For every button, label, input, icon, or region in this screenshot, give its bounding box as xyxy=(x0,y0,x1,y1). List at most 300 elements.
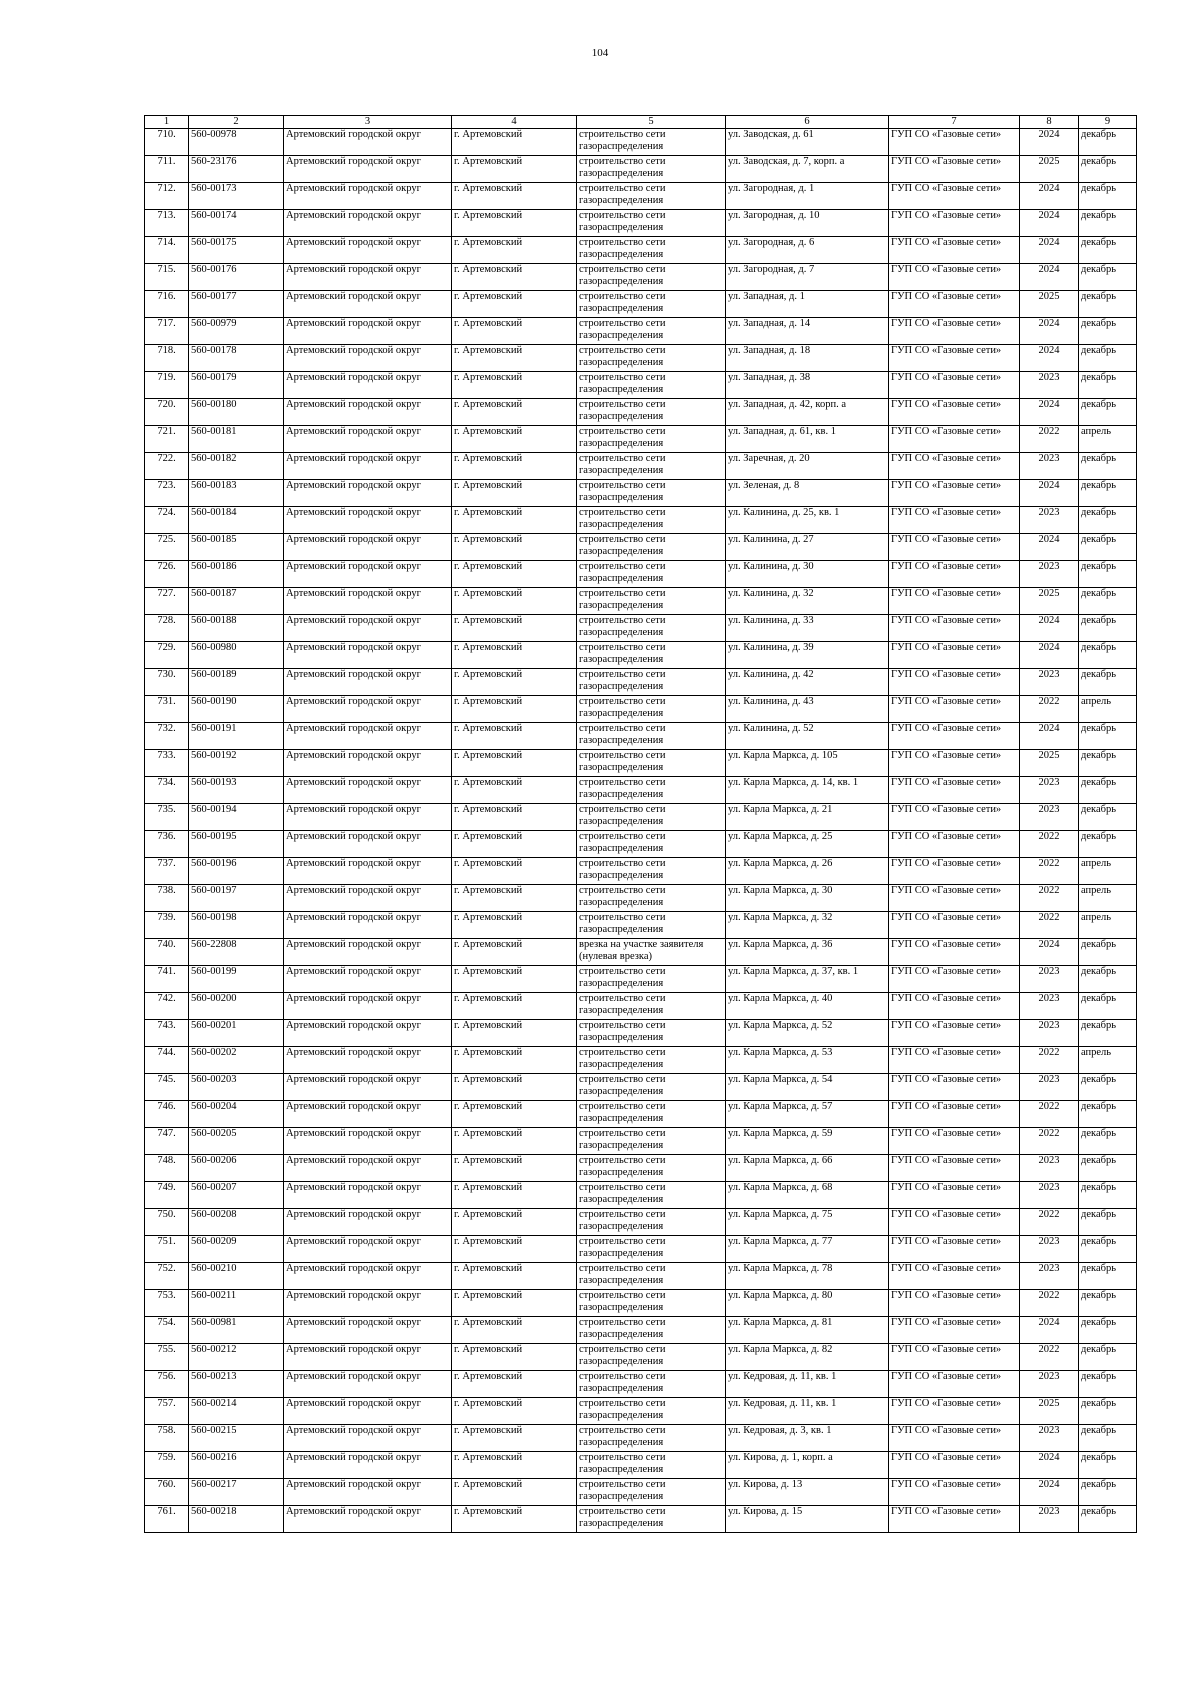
year: 2022 xyxy=(1020,696,1079,723)
table-row xyxy=(145,1128,1137,1155)
work-type-line: газораспределения xyxy=(579,1464,664,1475)
municipality: Артемовский городской округ xyxy=(284,1344,452,1371)
month: декабрь xyxy=(1079,1209,1137,1236)
work-type xyxy=(577,750,726,777)
row-number: 711. xyxy=(145,156,189,183)
address: ул. Западная, д. 14 xyxy=(726,318,889,345)
address: ул. Калинина, д. 39 xyxy=(726,642,889,669)
settlement: г. Артемовский xyxy=(452,993,577,1020)
table-row xyxy=(145,588,1137,615)
work-type-line: газораспределения xyxy=(579,1302,664,1313)
work-type-line: газораспределения xyxy=(579,1221,664,1232)
year: 2022 xyxy=(1020,831,1079,858)
page-number: 104 xyxy=(591,47,609,59)
object-code: 560-00213 xyxy=(189,1371,284,1398)
object-code: 560-00979 xyxy=(189,318,284,345)
table-row xyxy=(145,480,1137,507)
organization: ГУП СО «Газовые сети» xyxy=(889,1344,1020,1371)
row-number: 751. xyxy=(145,1236,189,1263)
row-number: 745. xyxy=(145,1074,189,1101)
row-number: 714. xyxy=(145,237,189,264)
municipality: Артемовский городской округ xyxy=(284,777,452,804)
row-number: 735. xyxy=(145,804,189,831)
object-code: 560-00196 xyxy=(189,858,284,885)
work-type xyxy=(577,858,726,885)
work-type-line: строительство сети xyxy=(579,588,666,599)
organization: ГУП СО «Газовые сети» xyxy=(889,1398,1020,1425)
row-number: 723. xyxy=(145,480,189,507)
work-type xyxy=(577,669,726,696)
object-code: 560-00209 xyxy=(189,1236,284,1263)
object-code: 560-00187 xyxy=(189,588,284,615)
address: ул. Карла Маркса, д. 25 xyxy=(726,831,889,858)
year: 2025 xyxy=(1020,588,1079,615)
table-row xyxy=(145,318,1137,345)
address: ул. Кедровая, д. 11, кв. 1 xyxy=(726,1398,889,1425)
work-type-line: газораспределения xyxy=(579,654,664,665)
year: 2024 xyxy=(1020,534,1079,561)
object-code: 560-00188 xyxy=(189,615,284,642)
work-type-line: газораспределения xyxy=(579,222,664,233)
row-number: 756. xyxy=(145,1371,189,1398)
column-number-header: 5 xyxy=(577,116,726,129)
month: декабрь xyxy=(1079,1155,1137,1182)
month: апрель xyxy=(1079,696,1137,723)
row-number: 740. xyxy=(145,939,189,966)
municipality: Артемовский городской округ xyxy=(284,561,452,588)
month: декабрь xyxy=(1079,1479,1137,1506)
address: ул. Карла Маркса, д. 68 xyxy=(726,1182,889,1209)
settlement: г. Артемовский xyxy=(452,1020,577,1047)
address: ул. Карла Маркса, д. 105 xyxy=(726,750,889,777)
municipality: Артемовский городской округ xyxy=(284,1209,452,1236)
object-code: 560-00180 xyxy=(189,399,284,426)
row-number: 754. xyxy=(145,1317,189,1344)
address: ул. Загородная, д. 1 xyxy=(726,183,889,210)
column-number-header: 7 xyxy=(889,116,1020,129)
work-type xyxy=(577,1182,726,1209)
year: 2022 xyxy=(1020,858,1079,885)
row-number: 719. xyxy=(145,372,189,399)
row-number: 742. xyxy=(145,993,189,1020)
year: 2023 xyxy=(1020,1506,1079,1533)
work-type-line: газораспределения xyxy=(579,735,664,746)
month: декабрь xyxy=(1079,372,1137,399)
object-code: 560-00186 xyxy=(189,561,284,588)
object-code: 560-00183 xyxy=(189,480,284,507)
object-code: 560-00215 xyxy=(189,1425,284,1452)
object-code: 560-00216 xyxy=(189,1452,284,1479)
work-type-line: газораспределения xyxy=(579,897,664,908)
object-code: 560-00200 xyxy=(189,993,284,1020)
municipality: Артемовский городской округ xyxy=(284,426,452,453)
table-row xyxy=(145,912,1137,939)
row-number: 710. xyxy=(145,129,189,156)
organization: ГУП СО «Газовые сети» xyxy=(889,1209,1020,1236)
month: декабрь xyxy=(1079,939,1137,966)
address: ул. Карла Маркса, д. 40 xyxy=(726,993,889,1020)
month: декабрь xyxy=(1079,156,1137,183)
table-row xyxy=(145,696,1137,723)
work-type xyxy=(577,183,726,210)
row-number: 733. xyxy=(145,750,189,777)
year: 2023 xyxy=(1020,1155,1079,1182)
work-type xyxy=(577,1506,726,1533)
month: декабрь xyxy=(1079,831,1137,858)
address: ул. Карла Маркса, д. 54 xyxy=(726,1074,889,1101)
municipality: Артемовский городской округ xyxy=(284,480,452,507)
organization: ГУП СО «Газовые сети» xyxy=(889,129,1020,156)
settlement: г. Артемовский xyxy=(452,237,577,264)
work-type xyxy=(577,1344,726,1371)
object-code: 560-00206 xyxy=(189,1155,284,1182)
work-type-line: газораспределения xyxy=(579,789,664,800)
municipality: Артемовский городской округ xyxy=(284,723,452,750)
year: 2024 xyxy=(1020,1452,1079,1479)
year: 2023 xyxy=(1020,1263,1079,1290)
work-type-line: газораспределения xyxy=(579,303,664,314)
address: ул. Западная, д. 1 xyxy=(726,291,889,318)
settlement: г. Артемовский xyxy=(452,1506,577,1533)
work-type xyxy=(577,1263,726,1290)
organization: ГУП СО «Газовые сети» xyxy=(889,507,1020,534)
settlement: г. Артемовский xyxy=(452,642,577,669)
address: ул. Карла Маркса, д. 52 xyxy=(726,1020,889,1047)
object-code: 560-00218 xyxy=(189,1506,284,1533)
object-code: 560-00189 xyxy=(189,669,284,696)
organization: ГУП СО «Газовые сети» xyxy=(889,777,1020,804)
work-type-line: строительство сети xyxy=(579,561,666,572)
table-row xyxy=(145,1263,1137,1290)
table-row xyxy=(145,615,1137,642)
municipality: Артемовский городской округ xyxy=(284,1290,452,1317)
organization: ГУП СО «Газовые сети» xyxy=(889,1101,1020,1128)
work-type-line: строительство сети xyxy=(579,804,666,815)
month: декабрь xyxy=(1079,1236,1137,1263)
table-row xyxy=(145,507,1137,534)
organization: ГУП СО «Газовые сети» xyxy=(889,615,1020,642)
month: декабрь xyxy=(1079,669,1137,696)
table-row xyxy=(145,1209,1137,1236)
settlement: г. Артемовский xyxy=(452,291,577,318)
register-table xyxy=(144,115,1137,1533)
work-type-line: газораспределения xyxy=(579,843,664,854)
work-type xyxy=(577,1101,726,1128)
table-row xyxy=(145,777,1137,804)
work-type-line: газораспределения xyxy=(579,870,664,881)
table-row xyxy=(145,210,1137,237)
table-row xyxy=(145,1479,1137,1506)
year: 2024 xyxy=(1020,642,1079,669)
settlement: г. Артемовский xyxy=(452,615,577,642)
table-row xyxy=(145,399,1137,426)
table-row xyxy=(145,1425,1137,1452)
settlement: г. Артемовский xyxy=(452,318,577,345)
municipality: Артемовский городской округ xyxy=(284,1479,452,1506)
row-number: 738. xyxy=(145,885,189,912)
work-type xyxy=(577,318,726,345)
month: декабрь xyxy=(1079,291,1137,318)
organization: ГУП СО «Газовые сети» xyxy=(889,1317,1020,1344)
month: апрель xyxy=(1079,1047,1137,1074)
work-type xyxy=(577,885,726,912)
settlement: г. Артемовский xyxy=(452,669,577,696)
table-row xyxy=(145,642,1137,669)
month: декабрь xyxy=(1079,1128,1137,1155)
work-type xyxy=(577,696,726,723)
address: ул. Калинина, д. 27 xyxy=(726,534,889,561)
work-type xyxy=(577,1398,726,1425)
address: ул. Кирова, д. 15 xyxy=(726,1506,889,1533)
object-code: 560-00175 xyxy=(189,237,284,264)
table-row xyxy=(145,426,1137,453)
object-code: 560-00978 xyxy=(189,129,284,156)
work-type-line: газораспределения xyxy=(579,168,664,179)
work-type-line: строительство сети xyxy=(579,1452,666,1463)
row-number: 732. xyxy=(145,723,189,750)
work-type-line: строительство сети xyxy=(579,777,666,788)
work-type-line: строительство сети xyxy=(579,1101,666,1112)
work-type xyxy=(577,237,726,264)
work-type-line: строительство сети xyxy=(579,1128,666,1139)
settlement: г. Артемовский xyxy=(452,534,577,561)
municipality: Артемовский городской округ xyxy=(284,534,452,561)
work-type xyxy=(577,723,726,750)
table-row xyxy=(145,750,1137,777)
table-row xyxy=(145,345,1137,372)
address: ул. Калинина, д. 32 xyxy=(726,588,889,615)
row-number: 716. xyxy=(145,291,189,318)
organization: ГУП СО «Газовые сети» xyxy=(889,561,1020,588)
organization: ГУП СО «Газовые сети» xyxy=(889,1452,1020,1479)
table-row xyxy=(145,1074,1137,1101)
address: ул. Западная, д. 38 xyxy=(726,372,889,399)
row-number: 749. xyxy=(145,1182,189,1209)
row-number: 729. xyxy=(145,642,189,669)
work-type-line: строительство сети xyxy=(579,750,666,761)
row-number: 741. xyxy=(145,966,189,993)
work-type-line: газораспределения xyxy=(579,1194,664,1205)
year: 2024 xyxy=(1020,345,1079,372)
object-code: 560-00190 xyxy=(189,696,284,723)
settlement: г. Артемовский xyxy=(452,1398,577,1425)
month: декабрь xyxy=(1079,399,1137,426)
municipality: Артемовский городской округ xyxy=(284,318,452,345)
settlement: г. Артемовский xyxy=(452,1182,577,1209)
table-row xyxy=(145,966,1137,993)
municipality: Артемовский городской округ xyxy=(284,1074,452,1101)
month: декабрь xyxy=(1079,993,1137,1020)
row-number: 727. xyxy=(145,588,189,615)
year: 2023 xyxy=(1020,1020,1079,1047)
work-type-line: строительство сети xyxy=(579,345,666,356)
work-type-line: газораспределения xyxy=(579,1491,664,1502)
municipality: Артемовский городской округ xyxy=(284,264,452,291)
work-type xyxy=(577,480,726,507)
month: декабрь xyxy=(1079,777,1137,804)
address: ул. Западная, д. 61, кв. 1 xyxy=(726,426,889,453)
column-number-header: 8 xyxy=(1020,116,1079,129)
organization: ГУП СО «Газовые сети» xyxy=(889,723,1020,750)
column-number-header: 3 xyxy=(284,116,452,129)
year: 2023 xyxy=(1020,1425,1079,1452)
month: декабрь xyxy=(1079,1371,1137,1398)
settlement: г. Артемовский xyxy=(452,1209,577,1236)
settlement: г. Артемовский xyxy=(452,966,577,993)
work-type-line: газораспределения xyxy=(579,1356,664,1367)
work-type-line: газораспределения xyxy=(579,330,664,341)
object-code: 560-00211 xyxy=(189,1290,284,1317)
month: апрель xyxy=(1079,912,1137,939)
address: ул. Калинина, д. 33 xyxy=(726,615,889,642)
municipality: Артемовский городской округ xyxy=(284,1182,452,1209)
municipality: Артемовский городской округ xyxy=(284,1020,452,1047)
organization: ГУП СО «Газовые сети» xyxy=(889,885,1020,912)
organization: ГУП СО «Газовые сети» xyxy=(889,750,1020,777)
table-row xyxy=(145,1344,1137,1371)
municipality: Артемовский городской округ xyxy=(284,1506,452,1533)
work-type-line: газораспределения xyxy=(579,276,664,287)
year: 2024 xyxy=(1020,183,1079,210)
work-type-line: газораспределения xyxy=(579,1410,664,1421)
row-number: 755. xyxy=(145,1344,189,1371)
work-type-line: газораспределения xyxy=(579,141,664,152)
month: декабрь xyxy=(1079,507,1137,534)
address: ул. Заводская, д. 7, корп. а xyxy=(726,156,889,183)
work-type xyxy=(577,1290,726,1317)
municipality: Артемовский городской округ xyxy=(284,1371,452,1398)
month: декабрь xyxy=(1079,723,1137,750)
municipality: Артемовский городской округ xyxy=(284,804,452,831)
organization: ГУП СО «Газовые сети» xyxy=(889,399,1020,426)
address: ул. Кирова, д. 13 xyxy=(726,1479,889,1506)
settlement: г. Артемовский xyxy=(452,1236,577,1263)
work-type-line: газораспределения xyxy=(579,681,664,692)
organization: ГУП СО «Газовые сети» xyxy=(889,669,1020,696)
row-number: 737. xyxy=(145,858,189,885)
table-row xyxy=(145,993,1137,1020)
address: ул. Калинина, д. 25, кв. 1 xyxy=(726,507,889,534)
work-type-line: строительство сети xyxy=(579,885,666,896)
object-code: 560-00212 xyxy=(189,1344,284,1371)
work-type xyxy=(577,804,726,831)
month: декабрь xyxy=(1079,264,1137,291)
table-row xyxy=(145,534,1137,561)
work-type xyxy=(577,372,726,399)
object-code: 560-00208 xyxy=(189,1209,284,1236)
row-number: 748. xyxy=(145,1155,189,1182)
year: 2024 xyxy=(1020,129,1079,156)
month: апрель xyxy=(1079,858,1137,885)
work-type-line: строительство сети xyxy=(579,831,666,842)
year: 2024 xyxy=(1020,723,1079,750)
work-type xyxy=(577,642,726,669)
header-row xyxy=(145,116,1137,129)
organization: ГУП СО «Газовые сети» xyxy=(889,453,1020,480)
work-type xyxy=(577,1236,726,1263)
object-code: 560-00174 xyxy=(189,210,284,237)
work-type-line: строительство сети xyxy=(579,210,666,221)
work-type xyxy=(577,831,726,858)
work-type-line: врезка на участке заявителя xyxy=(579,939,704,950)
municipality: Артемовский городской округ xyxy=(284,750,452,777)
year: 2023 xyxy=(1020,777,1079,804)
object-code: 560-00198 xyxy=(189,912,284,939)
address: ул. Кирова, д. 1, корп. а xyxy=(726,1452,889,1479)
object-code: 560-00201 xyxy=(189,1020,284,1047)
organization: ГУП СО «Газовые сети» xyxy=(889,426,1020,453)
work-type xyxy=(577,1209,726,1236)
work-type xyxy=(577,966,726,993)
work-type xyxy=(577,129,726,156)
organization: ГУП СО «Газовые сети» xyxy=(889,1479,1020,1506)
work-type-line: строительство сети xyxy=(579,129,666,140)
municipality: Артемовский городской округ xyxy=(284,993,452,1020)
year: 2024 xyxy=(1020,480,1079,507)
work-type-line: строительство сети xyxy=(579,696,666,707)
work-type xyxy=(577,534,726,561)
year: 2023 xyxy=(1020,993,1079,1020)
month: декабрь xyxy=(1079,1452,1137,1479)
row-number: 753. xyxy=(145,1290,189,1317)
work-type xyxy=(577,1074,726,1101)
address: ул. Загородная, д. 6 xyxy=(726,237,889,264)
row-number: 722. xyxy=(145,453,189,480)
object-code: 560-00184 xyxy=(189,507,284,534)
municipality: Артемовский городской округ xyxy=(284,831,452,858)
settlement: г. Артемовский xyxy=(452,696,577,723)
row-number: 718. xyxy=(145,345,189,372)
month: декабрь xyxy=(1079,1317,1137,1344)
row-number: 720. xyxy=(145,399,189,426)
work-type-line: газораспределения xyxy=(579,195,664,206)
work-type-line: газораспределения xyxy=(579,1329,664,1340)
address: ул. Карла Маркса, д. 21 xyxy=(726,804,889,831)
address: ул. Карла Маркса, д. 32 xyxy=(726,912,889,939)
year: 2023 xyxy=(1020,453,1079,480)
work-type-line: газораспределения xyxy=(579,1086,664,1097)
work-type xyxy=(577,1020,726,1047)
object-code: 560-00217 xyxy=(189,1479,284,1506)
settlement: г. Артемовский xyxy=(452,1452,577,1479)
organization: ГУП СО «Газовые сети» xyxy=(889,939,1020,966)
work-type xyxy=(577,939,726,966)
organization: ГУП СО «Газовые сети» xyxy=(889,642,1020,669)
address: ул. Карла Маркса, д. 14, кв. 1 xyxy=(726,777,889,804)
row-number: 759. xyxy=(145,1452,189,1479)
settlement: г. Артемовский xyxy=(452,129,577,156)
address: ул. Заречная, д. 20 xyxy=(726,453,889,480)
work-type-line: строительство сети xyxy=(579,1371,666,1382)
month: декабрь xyxy=(1079,1344,1137,1371)
work-type-line: строительство сети xyxy=(579,1020,666,1031)
table-row xyxy=(145,669,1137,696)
row-number: 752. xyxy=(145,1263,189,1290)
work-type-line: строительство сети xyxy=(579,1425,666,1436)
object-code: 560-00207 xyxy=(189,1182,284,1209)
organization: ГУП СО «Газовые сети» xyxy=(889,1047,1020,1074)
organization: ГУП СО «Газовые сети» xyxy=(889,696,1020,723)
row-number: 739. xyxy=(145,912,189,939)
settlement: г. Артемовский xyxy=(452,831,577,858)
settlement: г. Артемовский xyxy=(452,399,577,426)
municipality: Артемовский городской округ xyxy=(284,183,452,210)
municipality: Артемовский городской округ xyxy=(284,210,452,237)
municipality: Артемовский городской округ xyxy=(284,129,452,156)
organization: ГУП СО «Газовые сети» xyxy=(889,1290,1020,1317)
object-code: 560-00176 xyxy=(189,264,284,291)
work-type-line: строительство сети xyxy=(579,264,666,275)
